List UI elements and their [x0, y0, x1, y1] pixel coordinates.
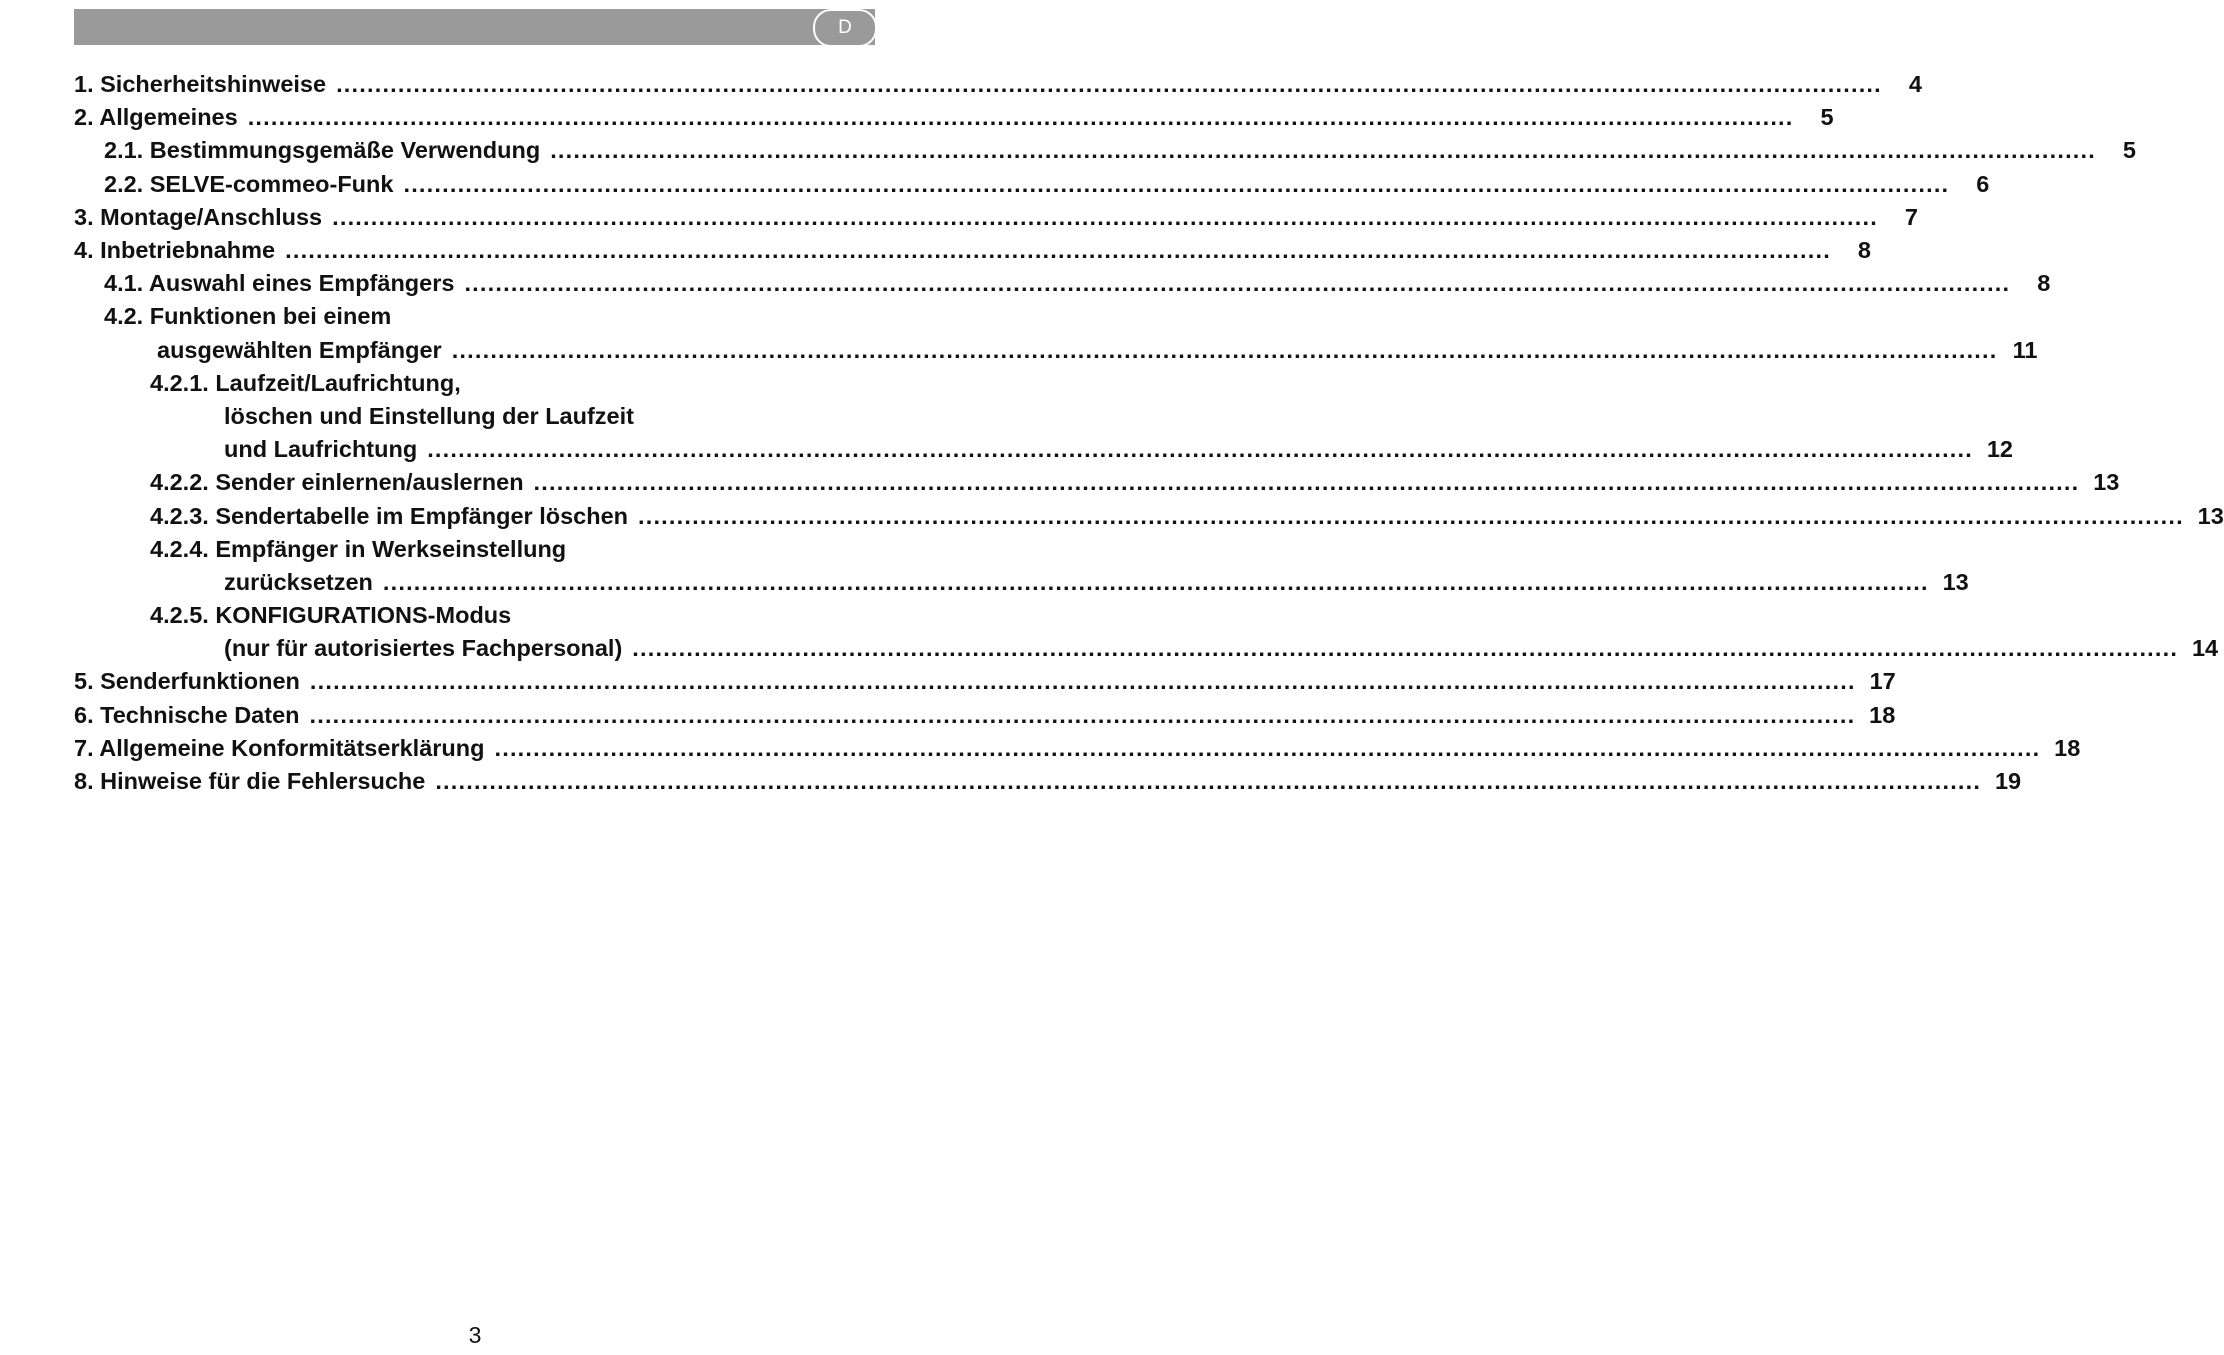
page-number: 3	[468, 1322, 482, 1348]
toc-entry-label: 4.2.2. Sender einlernen/auslernen	[150, 469, 524, 496]
toc-entry[interactable]	[74, 334, 2038, 367]
toc-entry[interactable]	[74, 765, 2022, 798]
toc-leader-dots: ........................................................................................................................................................................................................	[336, 71, 1882, 98]
toc-leader-dots: ........................................................................................................................................................................................................	[285, 237, 1831, 264]
toc-entry-label: 4.2.4. Empfänger in Werkseinstellung	[150, 535, 567, 562]
toc-leader-dots: ........................................................................................................................................................................................................	[309, 701, 1856, 728]
toc-entry-page: 6	[1976, 170, 1990, 197]
table-of-contents	[74, 68, 2224, 798]
toc-entry-page: 5	[2122, 137, 2136, 164]
toc-leader-dots: ........................................................................................................................................................................................................	[247, 104, 1794, 131]
toc-entry[interactable]	[74, 499, 2224, 532]
toc-entry[interactable]	[74, 134, 2136, 167]
toc-entry-page: 4	[1908, 71, 1922, 98]
toc-entry[interactable]	[74, 68, 1922, 101]
toc-entry-page: 7	[1904, 203, 1918, 230]
toc-entry[interactable]	[74, 732, 2081, 765]
toc-entry-page: 8	[1857, 237, 1871, 264]
toc-entry-label: löschen und Einstellung der Laufzeit	[224, 402, 634, 429]
toc-entry-label: 1. Sicherheitshinweise	[74, 71, 327, 98]
toc-entry[interactable]	[74, 599, 870, 632]
toc-entry[interactable]	[74, 300, 870, 333]
toc-entry-page: 13	[2093, 469, 2120, 496]
toc-entry-label: 4.2.1. Laufzeit/Laufrichtung,	[150, 369, 461, 396]
toc-entry-page: 11	[2012, 336, 2038, 363]
toc-entry[interactable]	[74, 533, 870, 566]
toc-entry-label: und Laufrichtung	[224, 436, 418, 463]
language-badge: D	[813, 9, 877, 47]
toc-entry-label: zurücksetzen	[224, 568, 373, 595]
toc-entry-page: 5	[1820, 104, 1834, 131]
toc-entry-label: 4.1. Auswahl eines Empfängers	[104, 270, 455, 297]
toc-entry-label: 2.2. SELVE-commeo-Funk	[104, 170, 394, 197]
toc-entry-label: 4. Inbetriebnahme	[74, 237, 276, 264]
toc-leader-dots: ........................................................................................................................................................................................................	[632, 635, 2179, 662]
toc-leader-dots: ........................................................................................................................................................................................................	[435, 768, 1982, 795]
toc-entry-page: 18	[2054, 734, 2081, 761]
toc-entry-label: 4.2.5. KONFIGURATIONS-Modus	[150, 602, 512, 629]
toc-leader-dots: ........................................................................................................................................................................................................	[638, 502, 2184, 529]
toc-entry-label: ausgewählten Empfänger	[157, 336, 442, 363]
toc-entry[interactable]	[74, 201, 1918, 234]
toc-leader-dots: ........................................................................................................................................................................................................	[451, 336, 1998, 363]
toc-entry-label: 2.1. Bestimmungsgemäße Verwendung	[104, 137, 541, 164]
toc-entry-label: 4.2.3. Sendertabelle im Empfänger löschen	[150, 502, 628, 529]
toc-entry[interactable]	[74, 101, 1834, 134]
toc-entry-page: 13	[1942, 568, 1969, 595]
toc-entry-page: 13	[2197, 502, 2224, 529]
toc-entry[interactable]	[74, 400, 870, 433]
toc-entry-label: 2. Allgemeines	[74, 104, 238, 131]
toc-leader-dots: ........................................................................................................................................................................................................	[533, 469, 2080, 496]
toc-entry-label: 7. Allgemeine Konformitätserklärung	[74, 734, 485, 761]
toc-leader-dots: ........................................................................................................................................................................................................	[427, 436, 1973, 463]
toc-entry-page: 19	[1994, 768, 2022, 795]
toc-leader-dots: ........................................................................................................................................................................................................	[382, 568, 1929, 595]
toc-leader-dots: ........................................................................................................................................................................................................	[550, 137, 2096, 164]
toc-leader-dots: ........................................................................................................................................................................................................	[309, 668, 1856, 695]
toc-entry-page: 18	[1869, 701, 1896, 728]
toc-entry[interactable]	[74, 466, 2120, 499]
toc-entry[interactable]	[74, 433, 2013, 466]
toc-entry-label: 3. Montage/Anschluss	[74, 203, 323, 230]
toc-leader-dots: ........................................................................................................................................................................................................	[332, 203, 1878, 230]
toc-entry-label: (nur für autorisiertes Fachpersonal)	[224, 635, 623, 662]
toc-entry[interactable]	[74, 367, 870, 400]
toc-leader-dots: ........................................................................................................................................................................................................	[494, 734, 2041, 761]
toc-entry[interactable]	[74, 267, 2051, 300]
toc-entry[interactable]	[74, 566, 1969, 599]
toc-entry-label: 5. Senderfunktionen	[74, 668, 300, 695]
toc-entry-label: 4.2. Funktionen bei einem	[104, 303, 392, 330]
header-bar	[74, 9, 875, 45]
toc-entry-label: 8. Hinweise für die Fehlersuche	[74, 768, 426, 795]
toc-entry-label: 6. Technische Daten	[74, 701, 300, 728]
toc-entry[interactable]	[74, 234, 1871, 267]
toc-entry-page: 17	[1869, 668, 1896, 695]
toc-entry-page: 14	[2191, 635, 2219, 662]
toc-entry[interactable]	[74, 699, 1896, 732]
toc-entry[interactable]	[74, 632, 2219, 665]
toc-entry-page: 12	[1986, 436, 2013, 463]
toc-entry[interactable]	[74, 665, 1896, 698]
toc-leader-dots: ........................................................................................................................................................................................................	[464, 270, 2011, 297]
toc-leader-dots: ........................................................................................................................................................................................................	[403, 170, 1950, 197]
toc-entry-page: 8	[2037, 270, 2051, 297]
toc-entry[interactable]	[74, 168, 1990, 201]
